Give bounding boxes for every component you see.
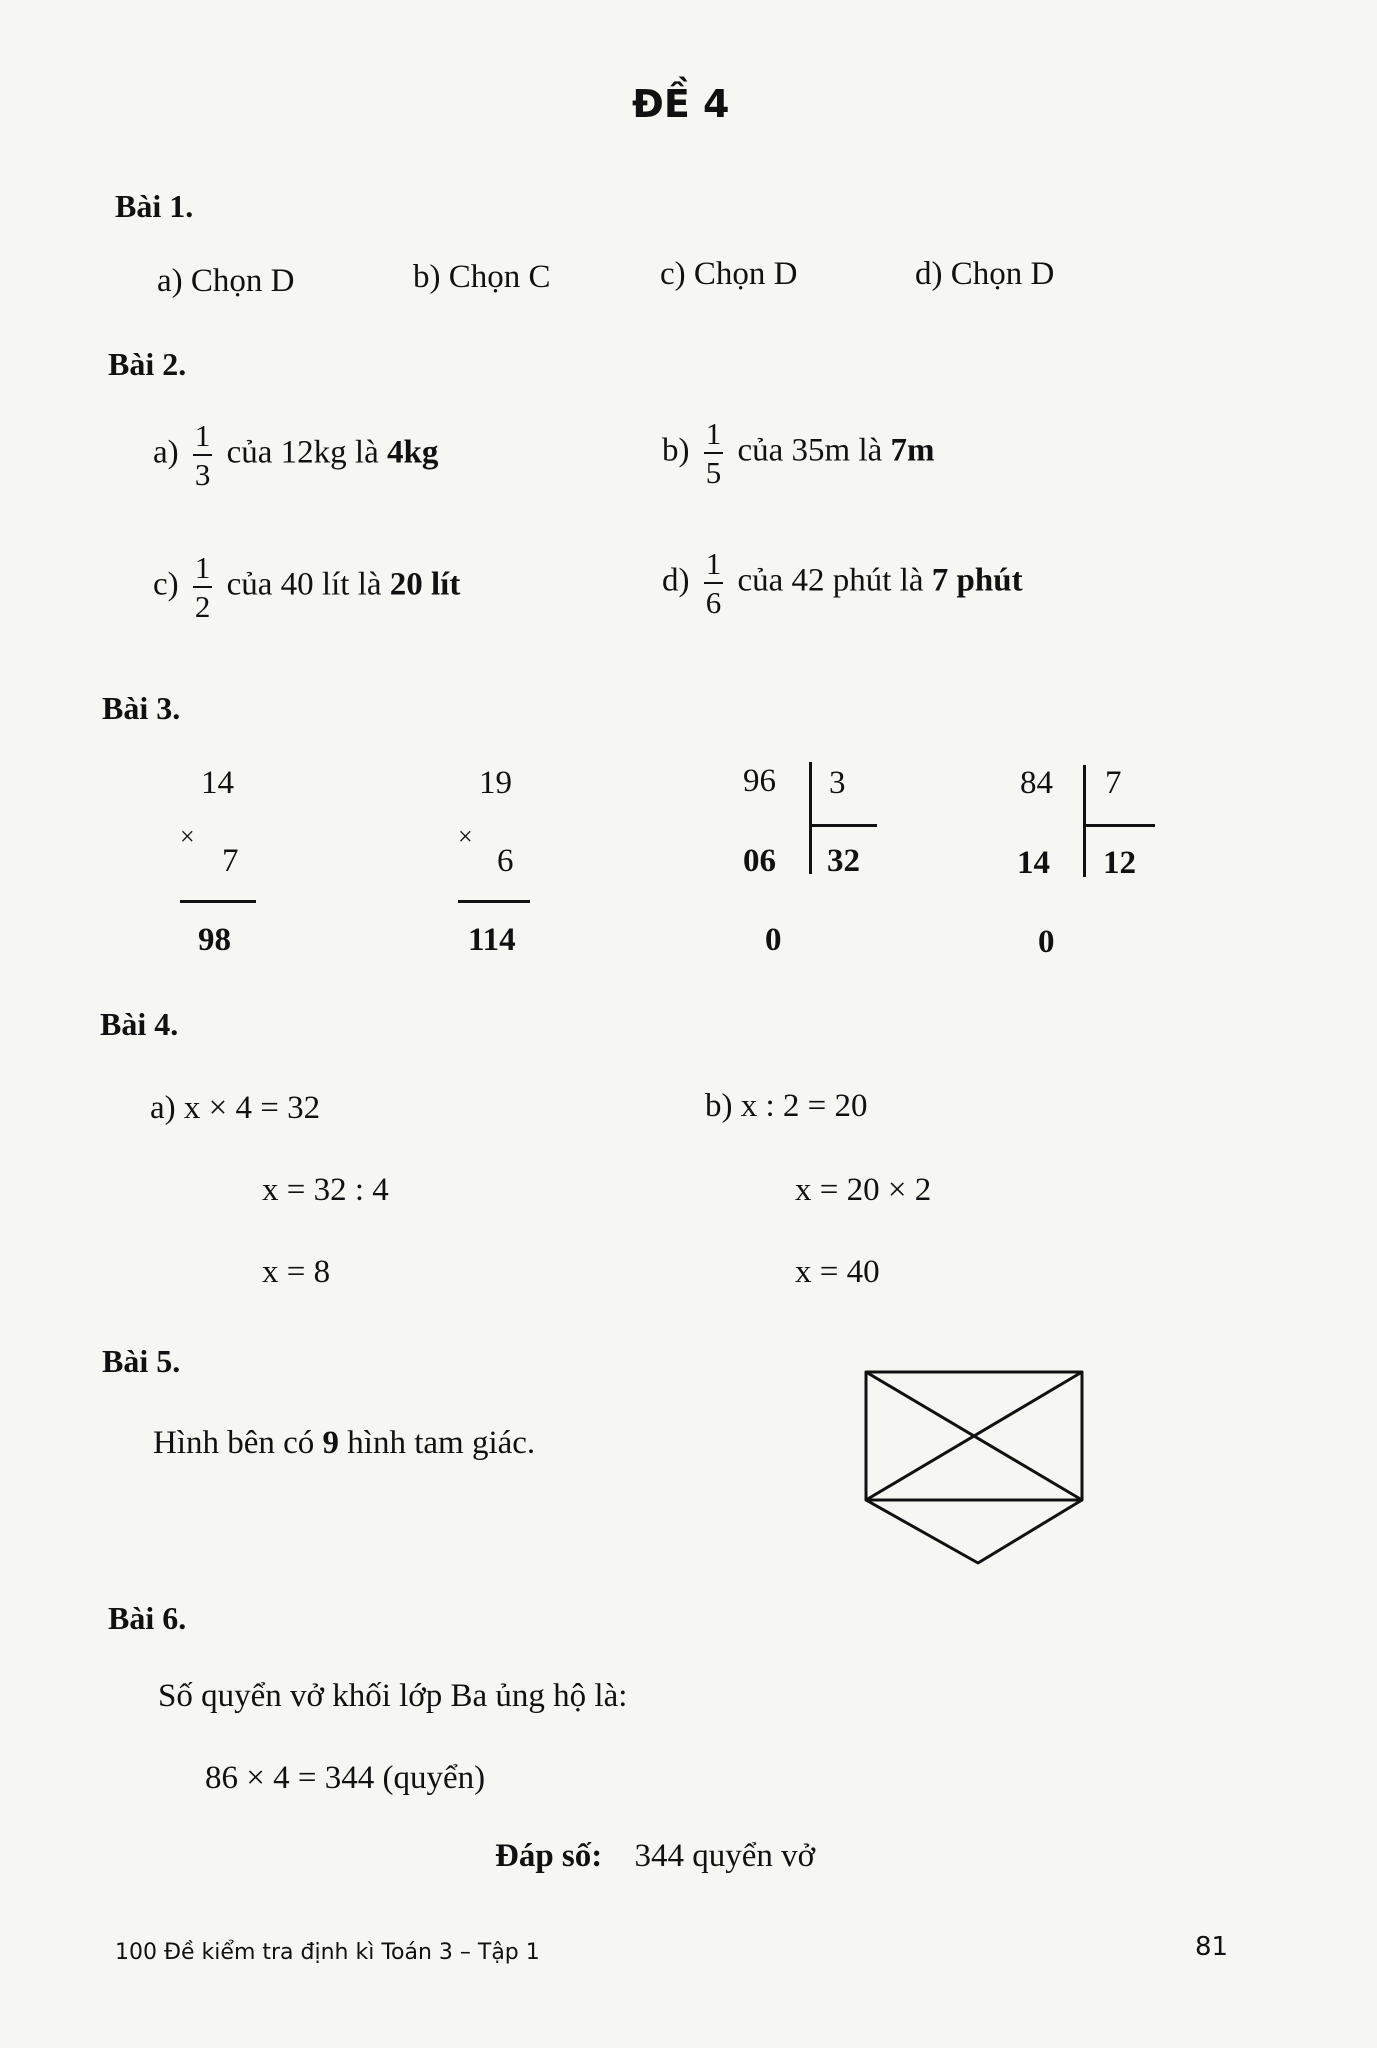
bai1-answer-b: b) Chọn C (413, 259, 551, 295)
div1-step: 06 (743, 843, 776, 879)
bai6-answer-label: Đáp số: (495, 1838, 603, 1874)
bai6-answer (495, 1838, 815, 1875)
bai2-item-d (662, 548, 1023, 618)
item-label: a) (153, 434, 179, 471)
item-answer: 20 lít (389, 566, 461, 603)
bai5-text-before: Hình bên có (153, 1425, 315, 1461)
div2-vertical-rule (1083, 765, 1086, 877)
mult2-result: 114 (468, 922, 516, 958)
div1-dividend: 96 (743, 763, 776, 799)
div1-remainder: 0 (765, 922, 782, 958)
div2-dividend: 84 (1020, 765, 1053, 801)
bai6-line2: 86 × 4 = 344 (quyển) (205, 1760, 486, 1796)
figure-diagonal-2 (866, 1372, 1082, 1500)
bai1-answer-d: d) Chọn D (915, 256, 1055, 292)
mult1-operand-a: 14 (201, 765, 234, 801)
bai4-heading: Bài 4. (100, 1006, 179, 1042)
denominator: 6 (704, 582, 724, 618)
bai4-a-line1: a) x × 4 = 32 (150, 1090, 321, 1126)
bai6-answer-value: 344 quyển vở (634, 1838, 816, 1874)
div1-vertical-rule (809, 762, 812, 874)
fraction (704, 418, 724, 488)
page-title: ĐỀ 4 (632, 82, 730, 126)
item-label: d) (662, 562, 690, 599)
denominator: 2 (193, 586, 213, 622)
bai6-heading: Bài 6. (108, 1600, 187, 1636)
figure-diagonal-1 (866, 1372, 1082, 1500)
bai2-item-b (662, 418, 935, 488)
div1-quotient: 32 (827, 843, 860, 879)
div2-horizontal-rule (1083, 824, 1155, 827)
div2-quotient: 12 (1103, 845, 1136, 881)
mult1-operand-b: 7 (222, 843, 239, 879)
bai2-item-c (153, 552, 460, 622)
footer-book-title: 100 Đề kiểm tra định kì Toán 3 – Tập 1 (115, 1940, 540, 1965)
denominator: 3 (193, 454, 213, 490)
item-label: b) (662, 432, 690, 469)
figure-rectangle (866, 1372, 1082, 1500)
div2-remainder: 0 (1038, 924, 1055, 960)
page-number: 81 (1195, 1932, 1229, 1962)
div2-step: 14 (1017, 845, 1050, 881)
bai5-text-after: hình tam giác. (347, 1425, 536, 1461)
denominator: 5 (704, 452, 724, 488)
item-answer: 4kg (387, 434, 439, 471)
bai5-heading: Bài 5. (102, 1343, 181, 1379)
bai4-b-line2: x = 20 × 2 (795, 1172, 932, 1208)
item-text: của 35m là (737, 432, 883, 469)
bai5-count: 9 (322, 1425, 340, 1461)
bai4-a-line3: x = 8 (262, 1254, 331, 1290)
mult2-operator: × (458, 822, 473, 851)
item-text: của 40 lít là (226, 566, 382, 603)
fraction (193, 552, 213, 622)
item-label: c) (153, 566, 179, 603)
mult1-result: 98 (198, 922, 231, 958)
bai4-b-line3: x = 40 (795, 1254, 880, 1290)
mult2-operand-a: 19 (479, 765, 512, 801)
bai2-heading: Bài 2. (108, 346, 187, 382)
numerator: 1 (194, 418, 211, 453)
bai1-answer-c: c) Chọn D (660, 256, 798, 292)
bai6-line1: Số quyển vở khối lớp Ba ủng hộ là: (158, 1678, 628, 1714)
numerator: 1 (705, 416, 722, 451)
div1-horizontal-rule (809, 824, 877, 827)
item-answer: 7 phút (931, 562, 1023, 599)
numerator: 1 (194, 550, 211, 585)
bai4-a-line2: x = 32 : 4 (262, 1172, 389, 1208)
bai4-b-line1: b) x : 2 = 20 (705, 1088, 868, 1124)
numerator: 1 (705, 546, 722, 581)
fraction (704, 548, 724, 618)
item-answer: 7m (890, 432, 935, 469)
fraction (193, 420, 213, 490)
mult1-rule (180, 900, 256, 903)
mult2-operand-b: 6 (497, 843, 514, 879)
bai5-answer (153, 1425, 535, 1462)
bai1-heading: Bài 1. (115, 188, 194, 224)
mult1-operator: × (180, 822, 195, 851)
div1-divisor: 3 (829, 765, 846, 801)
mult2-rule (458, 900, 530, 903)
item-text: của 12kg là (226, 434, 379, 471)
bai3-heading: Bài 3. (102, 690, 181, 726)
item-text: của 42 phút là (737, 562, 924, 599)
bai1-answer-a: a) Chọn D (157, 263, 295, 299)
div2-divisor: 7 (1105, 765, 1122, 801)
bai2-item-a (153, 420, 438, 490)
figure-bottom-triangle (866, 1500, 1082, 1563)
